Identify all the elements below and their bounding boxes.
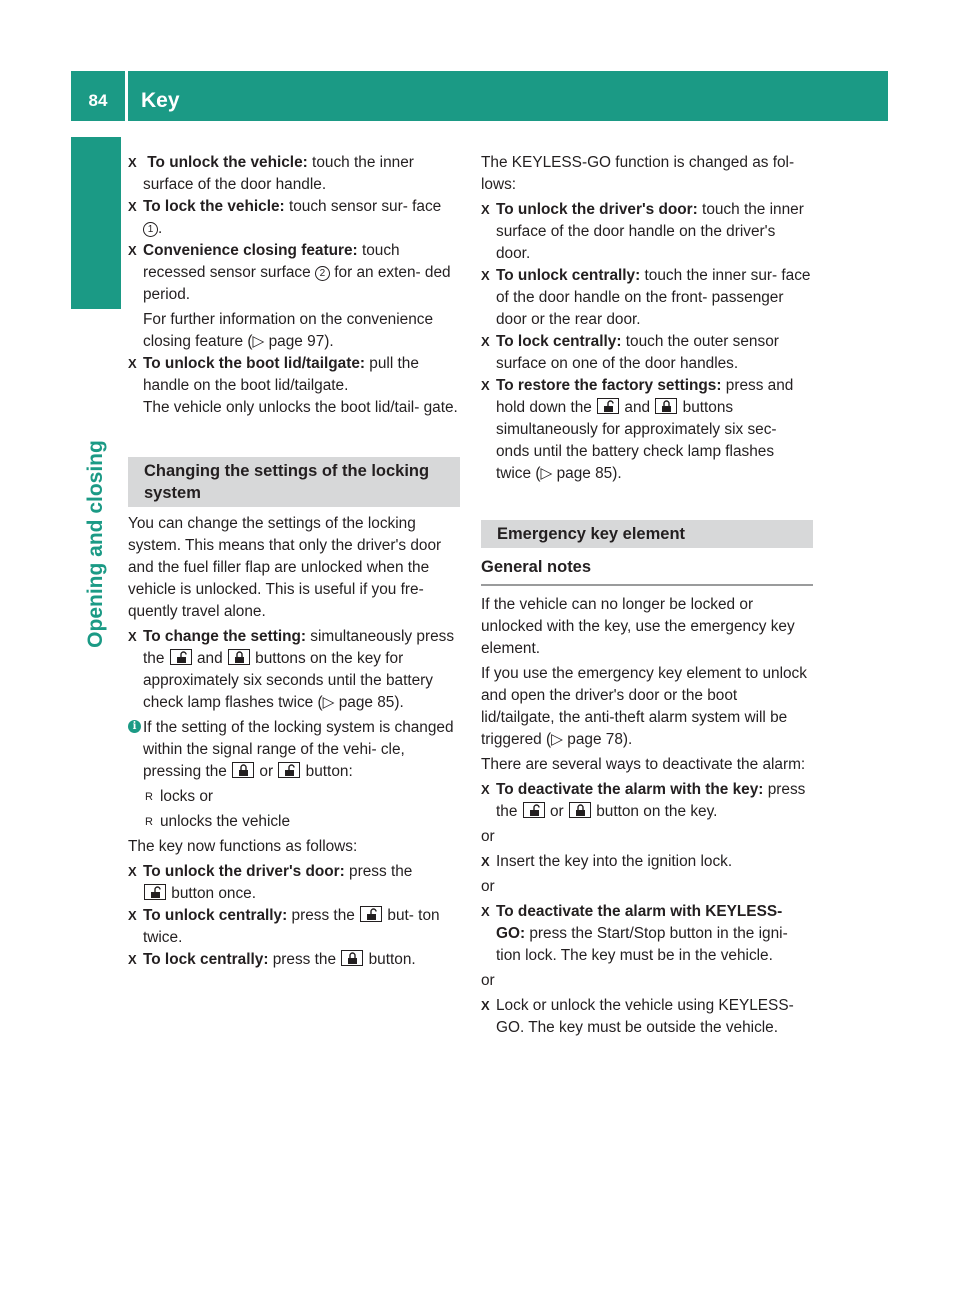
lock-icon: [228, 649, 250, 665]
page-reference-link[interactable]: ▷ page 85: [322, 694, 395, 711]
instruction-title: To restore the factory settings:: [496, 377, 722, 394]
instruction-title: To unlock the boot lid/tailgate:: [143, 355, 366, 372]
page-reference-link[interactable]: ▷ page 97: [252, 333, 325, 350]
instruction-text: and: [620, 399, 655, 416]
right-column: [481, 152, 813, 1039]
instruction-text: but- ton twice.: [143, 907, 440, 946]
lock-icon: [232, 762, 254, 778]
lock-icon: [655, 398, 677, 414]
instruction-title: To deactivate the alarm with KEYLESS- GO:: [496, 903, 783, 942]
instruction-keyless-lock-centrally: [481, 331, 813, 375]
keyless-intro: The KEYLESS-GO function is changed as fol- lows:: [481, 154, 795, 193]
instruction-title: To unlock centrally:: [496, 267, 641, 284]
instruction-deactivate-alarm-keyless: [481, 901, 813, 967]
instruction-deactivate-alarm-key: [481, 779, 813, 823]
instruction-unlock-boot: [128, 353, 460, 419]
instruction-text: press and hold down the: [496, 377, 794, 416]
arrow-icon: X: [128, 629, 137, 644]
arrow-icon: X: [128, 243, 137, 258]
page-reference-link[interactable]: ▷ page 85: [540, 465, 613, 482]
bullet-icon: R: [145, 791, 153, 803]
instruction-text: and: [192, 650, 227, 667]
list-item: [128, 811, 460, 833]
callout-1-icon: 1: [143, 222, 158, 237]
instruction-text: touch the inner surface of the door handle.: [143, 154, 414, 193]
arrow-icon: X: [481, 782, 490, 797]
note-text: For further information on the convenience closing feature (: [143, 311, 434, 350]
instruction-title: To unlock the vehicle:: [147, 154, 308, 171]
lock-icon: [569, 802, 591, 818]
lock-icon: [341, 950, 363, 966]
instruction-title: To deactivate the alarm with the key:: [496, 781, 764, 798]
arrow-icon: X: [481, 202, 490, 217]
settings-paragraph: You can change the settings of the locking system. This means that only the driver's door and the fuel filler flap are unlocked when the vehicle is unlocked. This is useful if you fre- quently travel alone.: [128, 515, 442, 620]
or-separator: or: [481, 878, 495, 895]
instruction-text: button once.: [167, 885, 256, 902]
instruction-text: press the: [496, 781, 806, 820]
instruction-title: To change the setting:: [143, 628, 307, 645]
unlock-icon: [144, 884, 166, 900]
instruction-keyless-unlock-drivers-door: [481, 199, 813, 265]
instruction-text: for an exten- ded period.: [143, 264, 451, 303]
instruction-lock-unlock-keyless: [481, 995, 813, 1039]
instruction-title: To unlock the driver's door:: [143, 863, 345, 880]
key-functions-text: The key now functions as follows:: [128, 838, 358, 855]
emergency-paragraph-3: There are several ways to deactivate the alarm:: [481, 756, 806, 773]
instruction-text: press the: [344, 863, 413, 880]
section-heading-emergency-key: Emergency key element: [481, 520, 813, 548]
instruction-text: Lock or unlock the vehicle using KEYLESS- GO. The key must be outside the vehicle.: [496, 997, 794, 1036]
sidebar-section-label: Opening and closing: [84, 440, 107, 648]
arrow-icon: X: [481, 904, 490, 919]
instruction-text: touch the outer sensor surface on one of the door handles.: [496, 333, 779, 372]
instruction-change-setting: [128, 626, 460, 714]
instruction-text: .: [158, 220, 163, 237]
instruction-text: buttons on the key for approximately six seconds until the battery check lamp flashes twice (: [143, 650, 434, 711]
instruction-text: button on the key.: [591, 803, 718, 820]
instruction-text: touch the inner surface of the door handle on the driver's door.: [496, 201, 804, 262]
instruction-title: Convenience closing feature:: [143, 242, 358, 259]
note-text: The vehicle only unlocks the boot lid/tail- gate.: [143, 399, 458, 416]
list-item-text: unlocks the vehicle: [160, 813, 291, 830]
page-number: 84: [88, 91, 108, 110]
arrow-icon: X: [481, 378, 490, 393]
instruction-text: ).: [394, 694, 404, 711]
instruction-title: To unlock the driver's door:: [496, 201, 698, 218]
page-reference-link[interactable]: ▷ page 78: [551, 731, 623, 748]
info-text: or: [255, 763, 278, 780]
info-text: If the setting of the locking system is changed within the signal range of the vehi- cle, pressing the: [143, 719, 454, 780]
or-separator: or: [481, 972, 495, 989]
instruction-unlock-vehicle: [128, 152, 460, 196]
instruction-lock-vehicle: [128, 196, 460, 240]
paragraph-text: ).: [622, 731, 633, 748]
instruction-text: touch the inner sur- face of the door handle on the front- passenger door or the rear door.: [496, 267, 811, 328]
instruction-text: press the Start/Stop button in the igni- tion lock. The key must be in the vehicle.: [496, 925, 788, 964]
info-icon: i: [128, 720, 141, 733]
instruction-text: simultaneously press the: [143, 628, 455, 667]
callout-2-icon: 2: [315, 266, 330, 281]
instruction-title: To unlock centrally:: [143, 907, 288, 924]
arrow-icon: X: [128, 908, 137, 923]
or-separator: or: [481, 828, 495, 845]
subsection-heading-general-notes: General notes: [481, 556, 813, 586]
emergency-paragraph-1: If the vehicle can no longer be locked or unlocked with the key, use the emergency key element.: [481, 596, 795, 657]
arrow-icon: X: [128, 155, 137, 170]
instruction-text: button.: [364, 951, 416, 968]
instruction-text: touch sensor sur- face: [284, 198, 442, 215]
instruction-unlock-drivers-door: [128, 861, 460, 905]
header-bar: [71, 71, 888, 121]
instruction-title: To lock the vehicle:: [143, 198, 285, 215]
arrow-icon: X: [481, 334, 490, 349]
unlock-icon: [170, 649, 192, 665]
instruction-restore-factory-settings: [481, 375, 813, 485]
arrow-icon: X: [481, 268, 490, 283]
instruction-text: press the: [287, 907, 360, 924]
emergency-paragraph-2: [481, 663, 813, 751]
unlock-icon: [360, 906, 382, 922]
instruction-text: ).: [612, 465, 622, 482]
instruction-convenience-closing: [128, 240, 460, 353]
chapter-tab: [71, 137, 121, 309]
instruction-text: press the: [268, 951, 341, 968]
instruction-title: To lock centrally:: [496, 333, 622, 350]
instruction-text: buttons simultaneously for approximately six sec- onds until the battery check lamp flashes twice (: [496, 399, 777, 482]
instruction-lock-centrally: [128, 949, 460, 971]
arrow-icon: X: [128, 199, 137, 214]
paragraph-text: If you use the emergency key element to unlock and open the driver's door or the boot lid/tailgate, the anti-theft alarm system will be triggered (: [481, 665, 807, 748]
arrow-icon: X: [128, 356, 137, 371]
list-item: [128, 786, 460, 808]
chapter-title: Key: [141, 89, 180, 112]
arrow-icon: X: [481, 998, 490, 1013]
list-item-text: locks or: [160, 788, 214, 805]
info-note: [128, 717, 460, 783]
info-text: button:: [301, 763, 353, 780]
instruction-text: touch recessed sensor surface: [143, 242, 400, 281]
instruction-unlock-centrally: [128, 905, 460, 949]
left-column: [128, 152, 460, 971]
instruction-insert-key: [481, 851, 813, 873]
unlock-icon: [597, 398, 619, 414]
unlock-icon: [523, 802, 545, 818]
bullet-icon: R: [145, 816, 153, 828]
section-heading-settings: Changing the settings of the locking system: [128, 457, 460, 507]
instruction-text: Insert the key into the ignition lock.: [496, 853, 733, 870]
arrow-icon: X: [128, 864, 137, 879]
header-divider: [125, 71, 128, 121]
arrow-icon: X: [128, 952, 137, 967]
arrow-icon: X: [481, 854, 490, 869]
instruction-keyless-unlock-centrally: [481, 265, 813, 331]
instruction-text: or: [545, 803, 568, 820]
note-text: ).: [324, 333, 334, 350]
instruction-text: pull the handle on the boot lid/tailgate.: [143, 355, 419, 394]
unlock-icon: [278, 762, 300, 778]
instruction-title: To lock centrally:: [143, 951, 269, 968]
